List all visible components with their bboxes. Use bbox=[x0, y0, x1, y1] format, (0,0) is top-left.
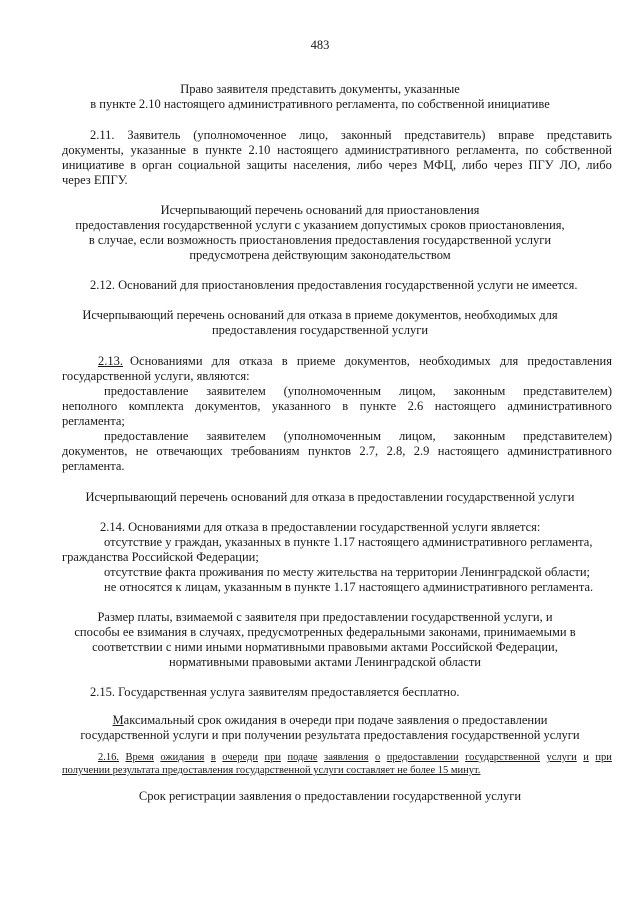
paragraph-line: 2.14. Основаниями для отказа в предоставлении государственной услуги является: bbox=[100, 520, 541, 534]
heading-line bbox=[60, 713, 600, 728]
word: пункте bbox=[359, 399, 397, 413]
word: либо bbox=[356, 158, 383, 172]
heading-line: Исчерпывающий перечень оснований для приостановления bbox=[160, 203, 480, 217]
word: в bbox=[210, 752, 216, 763]
paragraph-line: регламента. bbox=[62, 459, 125, 473]
paragraph-line: регламента; bbox=[62, 414, 125, 428]
word: 2.16. bbox=[98, 752, 119, 763]
word: пунктов bbox=[307, 444, 351, 458]
word: либо bbox=[586, 158, 612, 172]
heading-line: предоставления государственной услуги bbox=[211, 323, 429, 337]
word: 2.11. bbox=[90, 128, 115, 142]
word: документов, bbox=[62, 444, 128, 458]
word: документы, bbox=[62, 143, 124, 157]
word: МФЦ, bbox=[423, 158, 457, 172]
word: 2.9 bbox=[413, 444, 430, 458]
heading-line: нормативными правовыми актами Ленинградской области bbox=[169, 655, 481, 669]
word: ПГУ bbox=[528, 158, 554, 172]
word: заявителем bbox=[206, 429, 266, 443]
word: 2.10 bbox=[248, 143, 271, 157]
paragraph-line bbox=[98, 751, 612, 764]
paragraph-line bbox=[62, 399, 612, 414]
word: отвечающих bbox=[156, 444, 223, 458]
word: приеме bbox=[296, 354, 336, 368]
word: предоставление bbox=[104, 384, 189, 398]
paragraph-2-15: 2.15. Государственная услуга заявителям предоставляется бесплатно. bbox=[90, 685, 460, 699]
word: предоставление bbox=[104, 429, 189, 443]
word: настоящего bbox=[434, 399, 496, 413]
word: законным bbox=[453, 429, 506, 443]
word: представителем) bbox=[523, 384, 612, 398]
heading-refusal-service-grounds: Исчерпывающий перечень оснований для отказа в предоставлении государственной услуги bbox=[85, 490, 575, 504]
word: неполного bbox=[62, 399, 118, 413]
word: через bbox=[493, 158, 523, 172]
word: очереди bbox=[222, 752, 258, 763]
initial-letter: М bbox=[112, 713, 124, 727]
word: указанного bbox=[271, 399, 331, 413]
word: (уполномоченным bbox=[283, 384, 382, 398]
word: документов, bbox=[195, 399, 261, 413]
word: документов, bbox=[344, 354, 410, 368]
word: (уполномоченное bbox=[193, 128, 287, 142]
word: защиты bbox=[246, 158, 288, 172]
word: Основаниями bbox=[130, 354, 203, 368]
paragraph-line bbox=[90, 128, 612, 143]
word: 2.8, bbox=[386, 444, 406, 458]
word: комплекта bbox=[128, 399, 184, 413]
word: регламента, bbox=[456, 143, 519, 157]
word: по bbox=[525, 143, 539, 157]
word: представить bbox=[546, 128, 612, 142]
word: указанные bbox=[130, 143, 186, 157]
clause-number: 2.13. bbox=[98, 354, 123, 368]
word: услуги bbox=[546, 752, 577, 763]
word: инициативе bbox=[62, 158, 125, 172]
word: при bbox=[264, 752, 281, 763]
heading-line: предусмотрена действующим законодательством bbox=[189, 248, 451, 262]
word: необходимых bbox=[419, 354, 491, 368]
paragraph-line: государственной услуги, являются: bbox=[62, 369, 250, 383]
paragraph-line bbox=[104, 384, 612, 399]
heading-line: Исчерпывающий перечень оснований для отказа в приеме документов, необходимых для bbox=[82, 308, 558, 322]
paragraph-line bbox=[104, 429, 612, 444]
word: 2.6 bbox=[407, 399, 424, 413]
paragraph-line bbox=[130, 354, 612, 369]
word: законным bbox=[453, 384, 506, 398]
word: в bbox=[130, 158, 137, 172]
word: ожидания bbox=[160, 752, 205, 763]
paragraph-line: через ЕПГУ. bbox=[62, 173, 128, 187]
word: представитель) bbox=[404, 128, 486, 142]
heading-line: соответствии с ними иными нормативными правовыми актами Российской Федерации, bbox=[92, 640, 558, 654]
word: Время bbox=[125, 752, 154, 763]
word: социальной bbox=[178, 158, 241, 172]
word: в bbox=[281, 354, 288, 368]
word: настоящего bbox=[437, 444, 499, 458]
word: предоставления bbox=[527, 354, 612, 368]
word: и bbox=[583, 752, 589, 763]
word: через bbox=[388, 158, 418, 172]
word: для bbox=[211, 354, 231, 368]
heading-line: в случае, если возможность приостановления предоставления государственной услуги bbox=[88, 233, 552, 247]
word: административного bbox=[507, 444, 612, 458]
heading-line: Право заявителя представить документы, указанные bbox=[180, 82, 460, 96]
heading-line: способы ее взимания в случаях, предусмотренных федеральными законами, принимаемыми в bbox=[74, 625, 576, 639]
word: ЛО, bbox=[559, 158, 581, 172]
word: представителем) bbox=[523, 429, 612, 443]
paragraph-line: гражданства Российской Федерации; bbox=[62, 550, 259, 564]
word: пункте bbox=[205, 143, 242, 157]
word: требованиям bbox=[231, 444, 300, 458]
word: 2.7, bbox=[359, 444, 379, 458]
paragraph-line: отсутствие факта проживания по месту жительства на территории Ленинградской области; bbox=[104, 565, 591, 579]
heading-registration-term: Срок регистрации заявления о предоставлении государственной услуги bbox=[138, 789, 522, 803]
word: заявителем bbox=[206, 384, 266, 398]
heading-line: Размер платы, взимаемой с заявителя при предоставлении государственной услуги, и bbox=[97, 610, 553, 624]
word: административного bbox=[344, 143, 450, 157]
paragraph-line bbox=[62, 158, 612, 173]
word: отказа bbox=[239, 354, 273, 368]
word: вправе bbox=[498, 128, 535, 142]
word: при bbox=[595, 752, 612, 763]
word: настоящего bbox=[277, 143, 339, 157]
word: населения, bbox=[293, 158, 351, 172]
paragraph-2-12: 2.12. Оснований для приостановления предоставления государственной услуги не имеется. bbox=[90, 278, 578, 292]
word: лицом, bbox=[398, 384, 436, 398]
word: либо bbox=[462, 158, 488, 172]
word: орган bbox=[142, 158, 173, 172]
word: административного bbox=[507, 399, 612, 413]
word: не bbox=[135, 444, 148, 458]
heading-line: государственной услуги и при получении результата предоставления государственной услуги bbox=[80, 728, 580, 742]
paragraph-line: отсутствие у граждан, указанных в пункте 1.17 настоящего административного регламента, bbox=[104, 535, 593, 549]
heading-line: предоставления государственной услуги с указанием допустимых сроков приостановления, bbox=[75, 218, 565, 232]
word: для bbox=[499, 354, 519, 368]
word: Заявитель bbox=[127, 128, 181, 142]
word: лицом, bbox=[398, 429, 436, 443]
heading-line-rest: аксимальный срок ожидания в очереди при подаче заявления о предоставлении bbox=[123, 713, 548, 727]
word: государственной bbox=[465, 752, 540, 763]
word: предоставлении bbox=[386, 752, 459, 763]
heading-line: в пункте 2.10 настоящего административного регламента, по собственной инициативе bbox=[90, 97, 550, 111]
word: о bbox=[374, 752, 381, 763]
page-number: 483 bbox=[310, 38, 330, 52]
word: лицо, bbox=[299, 128, 329, 142]
paragraph-line bbox=[62, 444, 612, 459]
paragraph-line: получении результата предоставления государственной услуги составляет не более 15 минут. bbox=[62, 765, 481, 776]
word: собственной bbox=[545, 143, 612, 157]
word: законный bbox=[340, 128, 392, 142]
word: в bbox=[342, 399, 349, 413]
word: подаче bbox=[287, 752, 318, 763]
paragraph-line bbox=[62, 143, 612, 158]
word: в bbox=[192, 143, 199, 157]
paragraph-line: не относятся к лицам, указанным в пункте 1.17 настоящего административного регламента. bbox=[104, 580, 594, 594]
word: заявления bbox=[324, 752, 369, 763]
word: (уполномоченным bbox=[283, 429, 382, 443]
